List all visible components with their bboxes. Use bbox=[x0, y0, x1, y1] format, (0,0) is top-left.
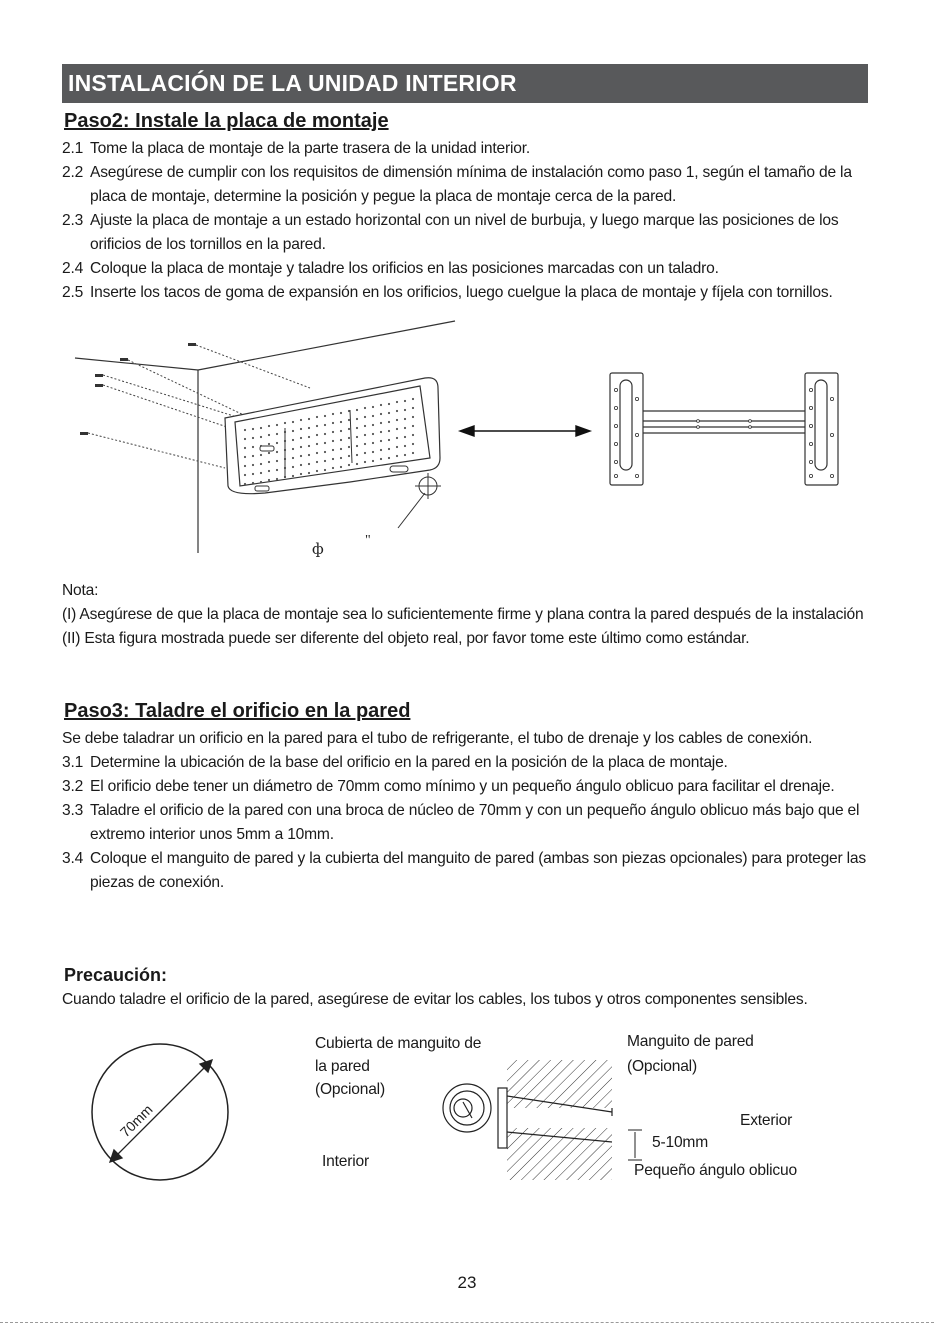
plate-front-view bbox=[610, 373, 838, 485]
caution-text: Cuando taladre el orificio de la pared, asegúrese de evitar los cables, los tubos y otros componentes sensibles. bbox=[62, 991, 808, 1008]
offset-label: 5-10mm bbox=[652, 1134, 708, 1151]
list-item: 2.3 Ajuste la placa de montaje a un estado horizontal con un nivel de burbuja, y luego marque las posiciones de los orificios de los tornillos en la pared. bbox=[62, 212, 839, 253]
wall-lower bbox=[507, 1128, 612, 1180]
cover-label-3: (Opcional) bbox=[315, 1081, 385, 1098]
cover-label-2: la pared bbox=[315, 1058, 370, 1075]
caution-heading: Precaución: bbox=[64, 965, 168, 985]
inch-symbol: " bbox=[365, 533, 371, 548]
diameter-label: 70mm bbox=[116, 1101, 156, 1141]
sleeve-label-2: (Opcional) bbox=[627, 1058, 697, 1075]
list-item: 2.2 Asegúrese de cumplir con los requisitos de dimensión mínima de instalación como paso 1, según el tamaño de la placa de montaje, determine la posición y pegue la placa de montaje cerca de la pared. bbox=[62, 164, 852, 205]
list-item: 3.4 Coloque el manguito de pared y la cubierta del manguito de pared (ambas son piezas opcionales) para proteger las piezas de conexión. bbox=[62, 850, 866, 891]
exterior-label: Exterior bbox=[740, 1112, 793, 1129]
cover-label-1: Cubierta de manguito de bbox=[315, 1035, 482, 1052]
mounting-plate-figure bbox=[60, 318, 860, 568]
angle-label: Pequeño ángulo oblicuo bbox=[634, 1162, 797, 1179]
diameter-symbol: ф bbox=[312, 540, 324, 558]
page-title: INSTALACIÓN DE LA UNIDAD INTERIOR bbox=[62, 64, 868, 103]
list-item: 3.3 Taladre el orificio de la pared con una broca de núcleo de 70mm y con un pequeño ángulo oblicuo más bajo que el extremo interior unos 5mm a 10mm. bbox=[62, 802, 860, 843]
list-item: 2.4 Coloque la placa de montaje y taladre los orificios en las posiciones marcadas con un taladro. bbox=[62, 260, 719, 277]
step2-list bbox=[62, 137, 872, 305]
offset-arrow-icon bbox=[628, 1130, 642, 1160]
interior-label: Interior bbox=[322, 1153, 369, 1170]
note-item: (I) Asegúrese de que la placa de montaje sea lo suficientemente firme y plana contra la pared después de la instalación bbox=[62, 606, 864, 623]
sleeve-cover-icon bbox=[443, 1084, 491, 1132]
diameter-arrow-icon bbox=[110, 1060, 212, 1162]
screw-icon bbox=[80, 343, 196, 435]
note-item: (II) Esta figura mostrada puede ser diferente del objeto real, por favor tome este último como estándar. bbox=[62, 630, 750, 647]
list-item: 2.5 Inserte los tacos de goma de expansión en los orificios, luego cuelgue la placa de montaje y fíjela con tornillos. bbox=[62, 284, 833, 301]
wall-upper bbox=[507, 1060, 612, 1108]
step3-heading: Paso3: Taladre el orificio en la pared bbox=[64, 700, 411, 722]
sleeve-label-1: Manguito de pared bbox=[627, 1033, 754, 1050]
page-number: 23 bbox=[457, 1273, 477, 1292]
step2-heading: Paso2: Instale la placa de montaje bbox=[64, 110, 389, 132]
list-item: 3.1 Determine la ubicación de la base del orificio en la pared en la posición de la placa de montaje. bbox=[62, 754, 728, 771]
step3-intro: Se debe taladrar un orificio en la pared para el tubo de refrigerante, el tubo de drenaje y los cables de conexión. bbox=[62, 730, 813, 747]
list-item: 2.1 Tome la placa de montaje de la parte trasera de la unidad interior. bbox=[62, 140, 530, 157]
note-label: Nota: bbox=[62, 582, 99, 599]
step3-list bbox=[62, 727, 872, 895]
double-arrow-icon bbox=[460, 426, 590, 436]
list-item: 3.2 El orificio debe tener un diámetro de 70mm como mínimo y un pequeño ángulo oblicuo para facilitar el drenaje. bbox=[62, 778, 835, 795]
note-block bbox=[62, 579, 872, 651]
page-edge-divider bbox=[0, 1322, 934, 1323]
